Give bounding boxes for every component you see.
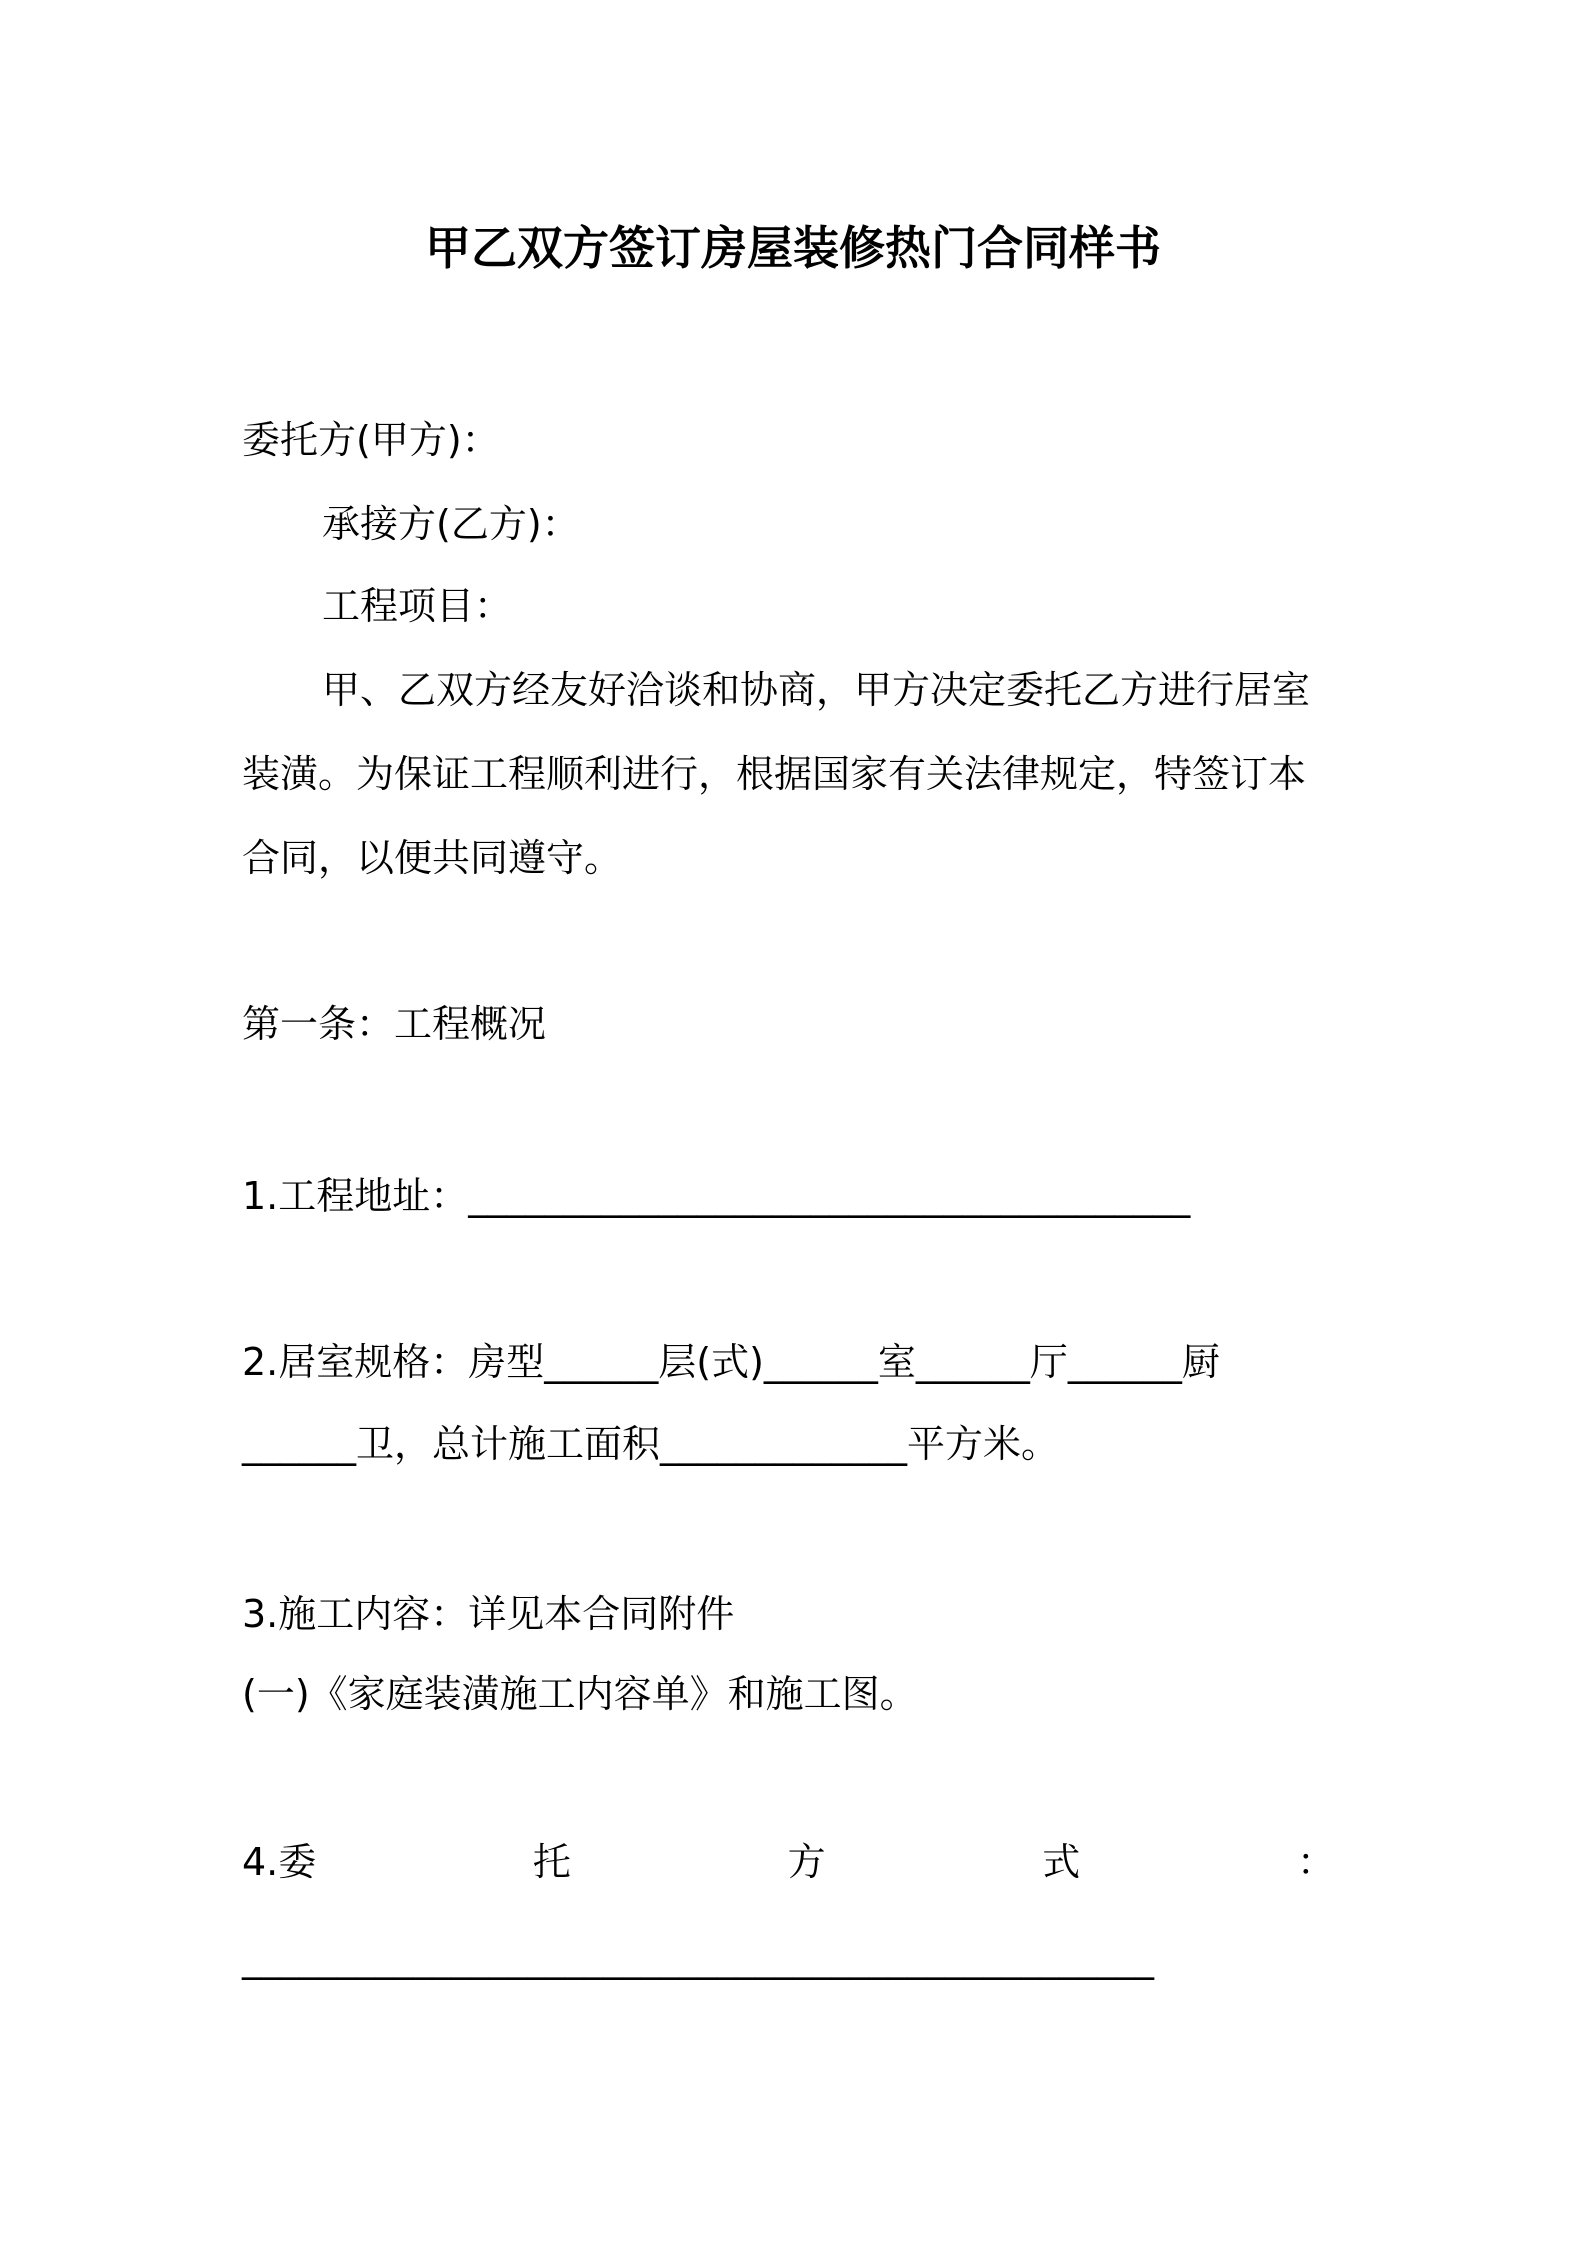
commission-method-char: 托	[532, 1840, 571, 1884]
project-label: 工程项目：	[322, 584, 513, 628]
room-spec-line-2: ______卫，总计施工面积_____________平方米。	[242, 1422, 1060, 1466]
room-spec-line-1: 2.居室规格：房型______层(式)______室______厅______厨	[242, 1340, 1220, 1384]
commission-method-blank: ________________________________________________	[242, 1936, 1154, 1980]
commission-method-char: 方	[787, 1840, 826, 1884]
article-1-heading: 第一条：工程概况	[242, 1002, 547, 1046]
document-title: 甲乙双方签订房屋装修热门合同样书	[425, 221, 1161, 275]
address-field: 1.工程地址：______________________________________	[242, 1174, 1191, 1218]
contractor-party-label: 承接方(乙方)：	[322, 502, 580, 546]
commission-method-char: ：	[1296, 1840, 1335, 1884]
commission-method-row	[242, 1836, 1335, 1888]
client-party-label: 委托方(甲方)：	[242, 418, 500, 462]
construction-content-detail: (一)《家庭装潢施工内容单》和施工图。	[242, 1672, 918, 1716]
commission-method-char: 式	[1042, 1840, 1081, 1884]
intro-line-3: 合同，以便共同遵守。	[242, 836, 623, 880]
intro-line-2: 装潢。为保证工程顺利进行，根据国家有关法律规定，特签订本	[242, 752, 1307, 796]
intro-line-1: 甲、乙双方经友好洽谈和协商，甲方决定委托乙方进行居室	[322, 668, 1311, 712]
commission-method-char: 4.委	[242, 1840, 317, 1884]
construction-content: 3.施工内容：详见本合同附件	[242, 1592, 735, 1636]
